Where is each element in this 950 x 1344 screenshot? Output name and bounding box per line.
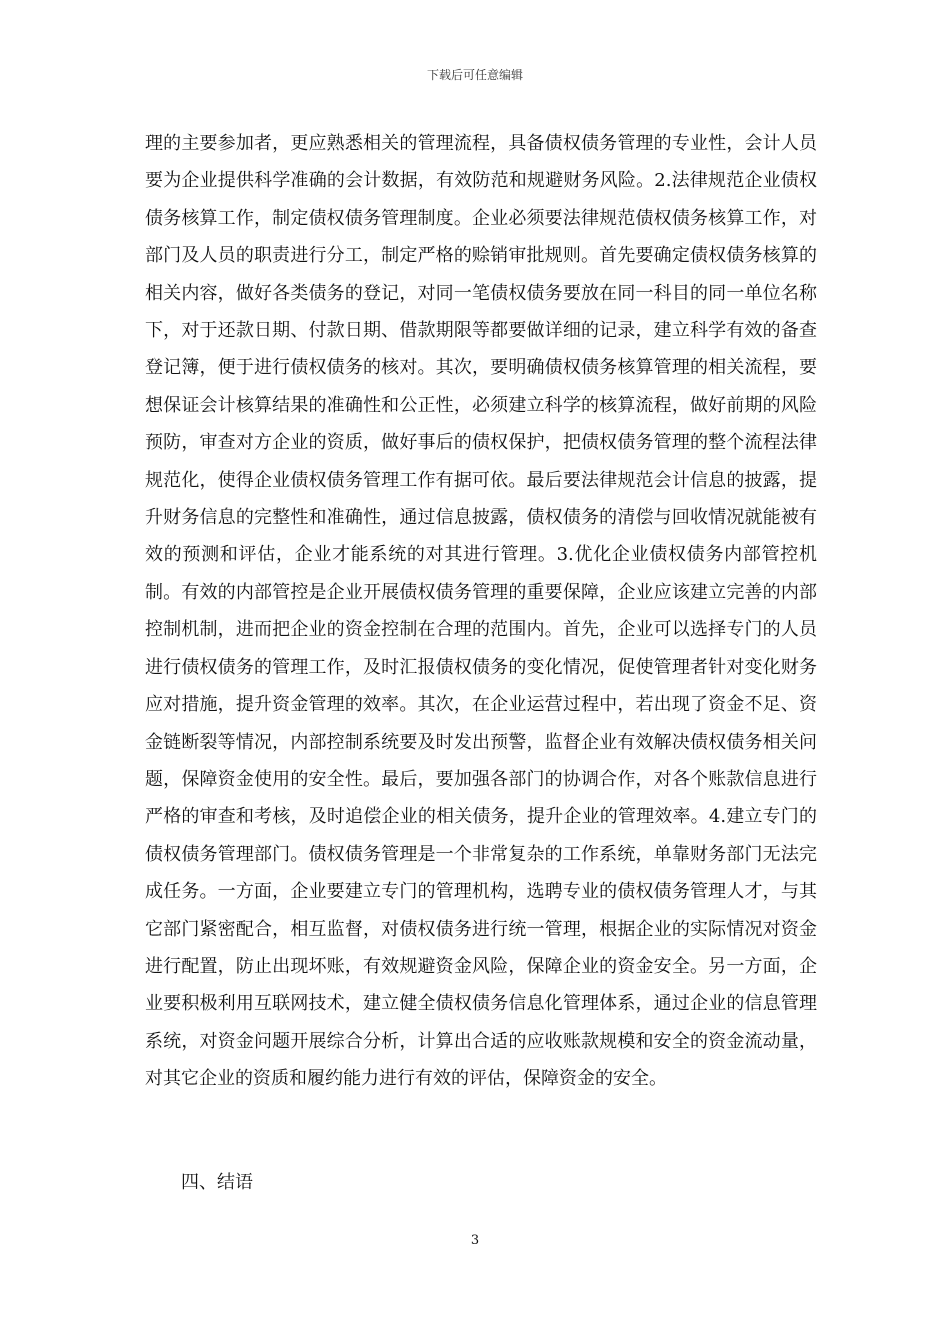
- page-number: 3: [470, 1233, 480, 1248]
- section-heading: 四、结语: [181, 1172, 253, 1193]
- page-header: 下载后可任意编辑: [426, 68, 523, 82]
- body-paragraph: 理的主要参加者，更应熟悉相关的管理流程，具备债权债务管理的专业性，会计人员要为企业提供科学准确的会计数据，有效防范和规避财务风险。2.法律规范企业债权债务核算工作，制定债权债务管理制度。企业必须要法律规范债权债务核算工作，对部门及人员的职责进行分工，制定严格的赊销审批规则。首先要确定债权债务核算的相关内容，做好各类债务的登记，对同一笔债权债务要放在同一科目的同一单位名称下，对于还款日期、付款日期、借款期限等都要做详细的记录，建立科学有效的备查登记簿，便于进行债权债务的核对。其次，要明确债权债务核算管理的相关流程，要想保证会计核算结果的准确性和公正性，必须建立科学的核算流程，做好前期的风险预防，审查对方企业的资质，做好事后的债权保护，把债权债务管理的整个流程法律规范化，使得企业债权债务管理工作有据可依。最后要法律规范会计信息的披露，提升财务信息的完整性和准确性，通过信息披露，债权债务的清偿与回收情况就能被有效的预测和评估，企业才能系统的对其进行管理。3.优化企业债权债务内部管控机制。有效的内部管控是企业开展债权债务管理的重要保障，企业应该建立完善的内部控制机制，进而把企业的资金控制在合理的范围内。首先，企业可以选择专门的人员进行债权债务的管理工作，及时汇报债权债务的变化情况，促使管理者针对变化财务应对措施，提升资金管理的效率。其次，在企业运营过程中，若出现了资金不足、资金链断裂等情况，内部控制系统要及时发出预警，监督企业有效解决债权债务相关问题，保障资金使用的安全性。最后，要加强各部门的协调合作，对各个账款信息进行严格的审查和考核，及时追偿企业的相关债务，提升企业的管理效率。4.建立专门的债权债务管理部门。债权债务管理是一个非常复杂的工作系统，单靠财务部门无法完成任务。一方面，企业要建立专门的管理机构，选聘专业的债权债务管理人才，与其它部门紧密配合，相互监督，对债权债务进行统一管理，根据企业的实际情况对资金进行配置，防止出现坏账，有效规避资金风险，保障企业的资金安全。另一方面，企业要积极利用互联网技术，建立健全债权债务信息化管理体系，通过企业的信息管理系统，对资金问题开展综合分析，计算出合适的应收账款规模和安全的资金流动量，对其它企业的资质和履约能力进行有效的评估，保障资金的安全。: [145, 133, 817, 1090]
